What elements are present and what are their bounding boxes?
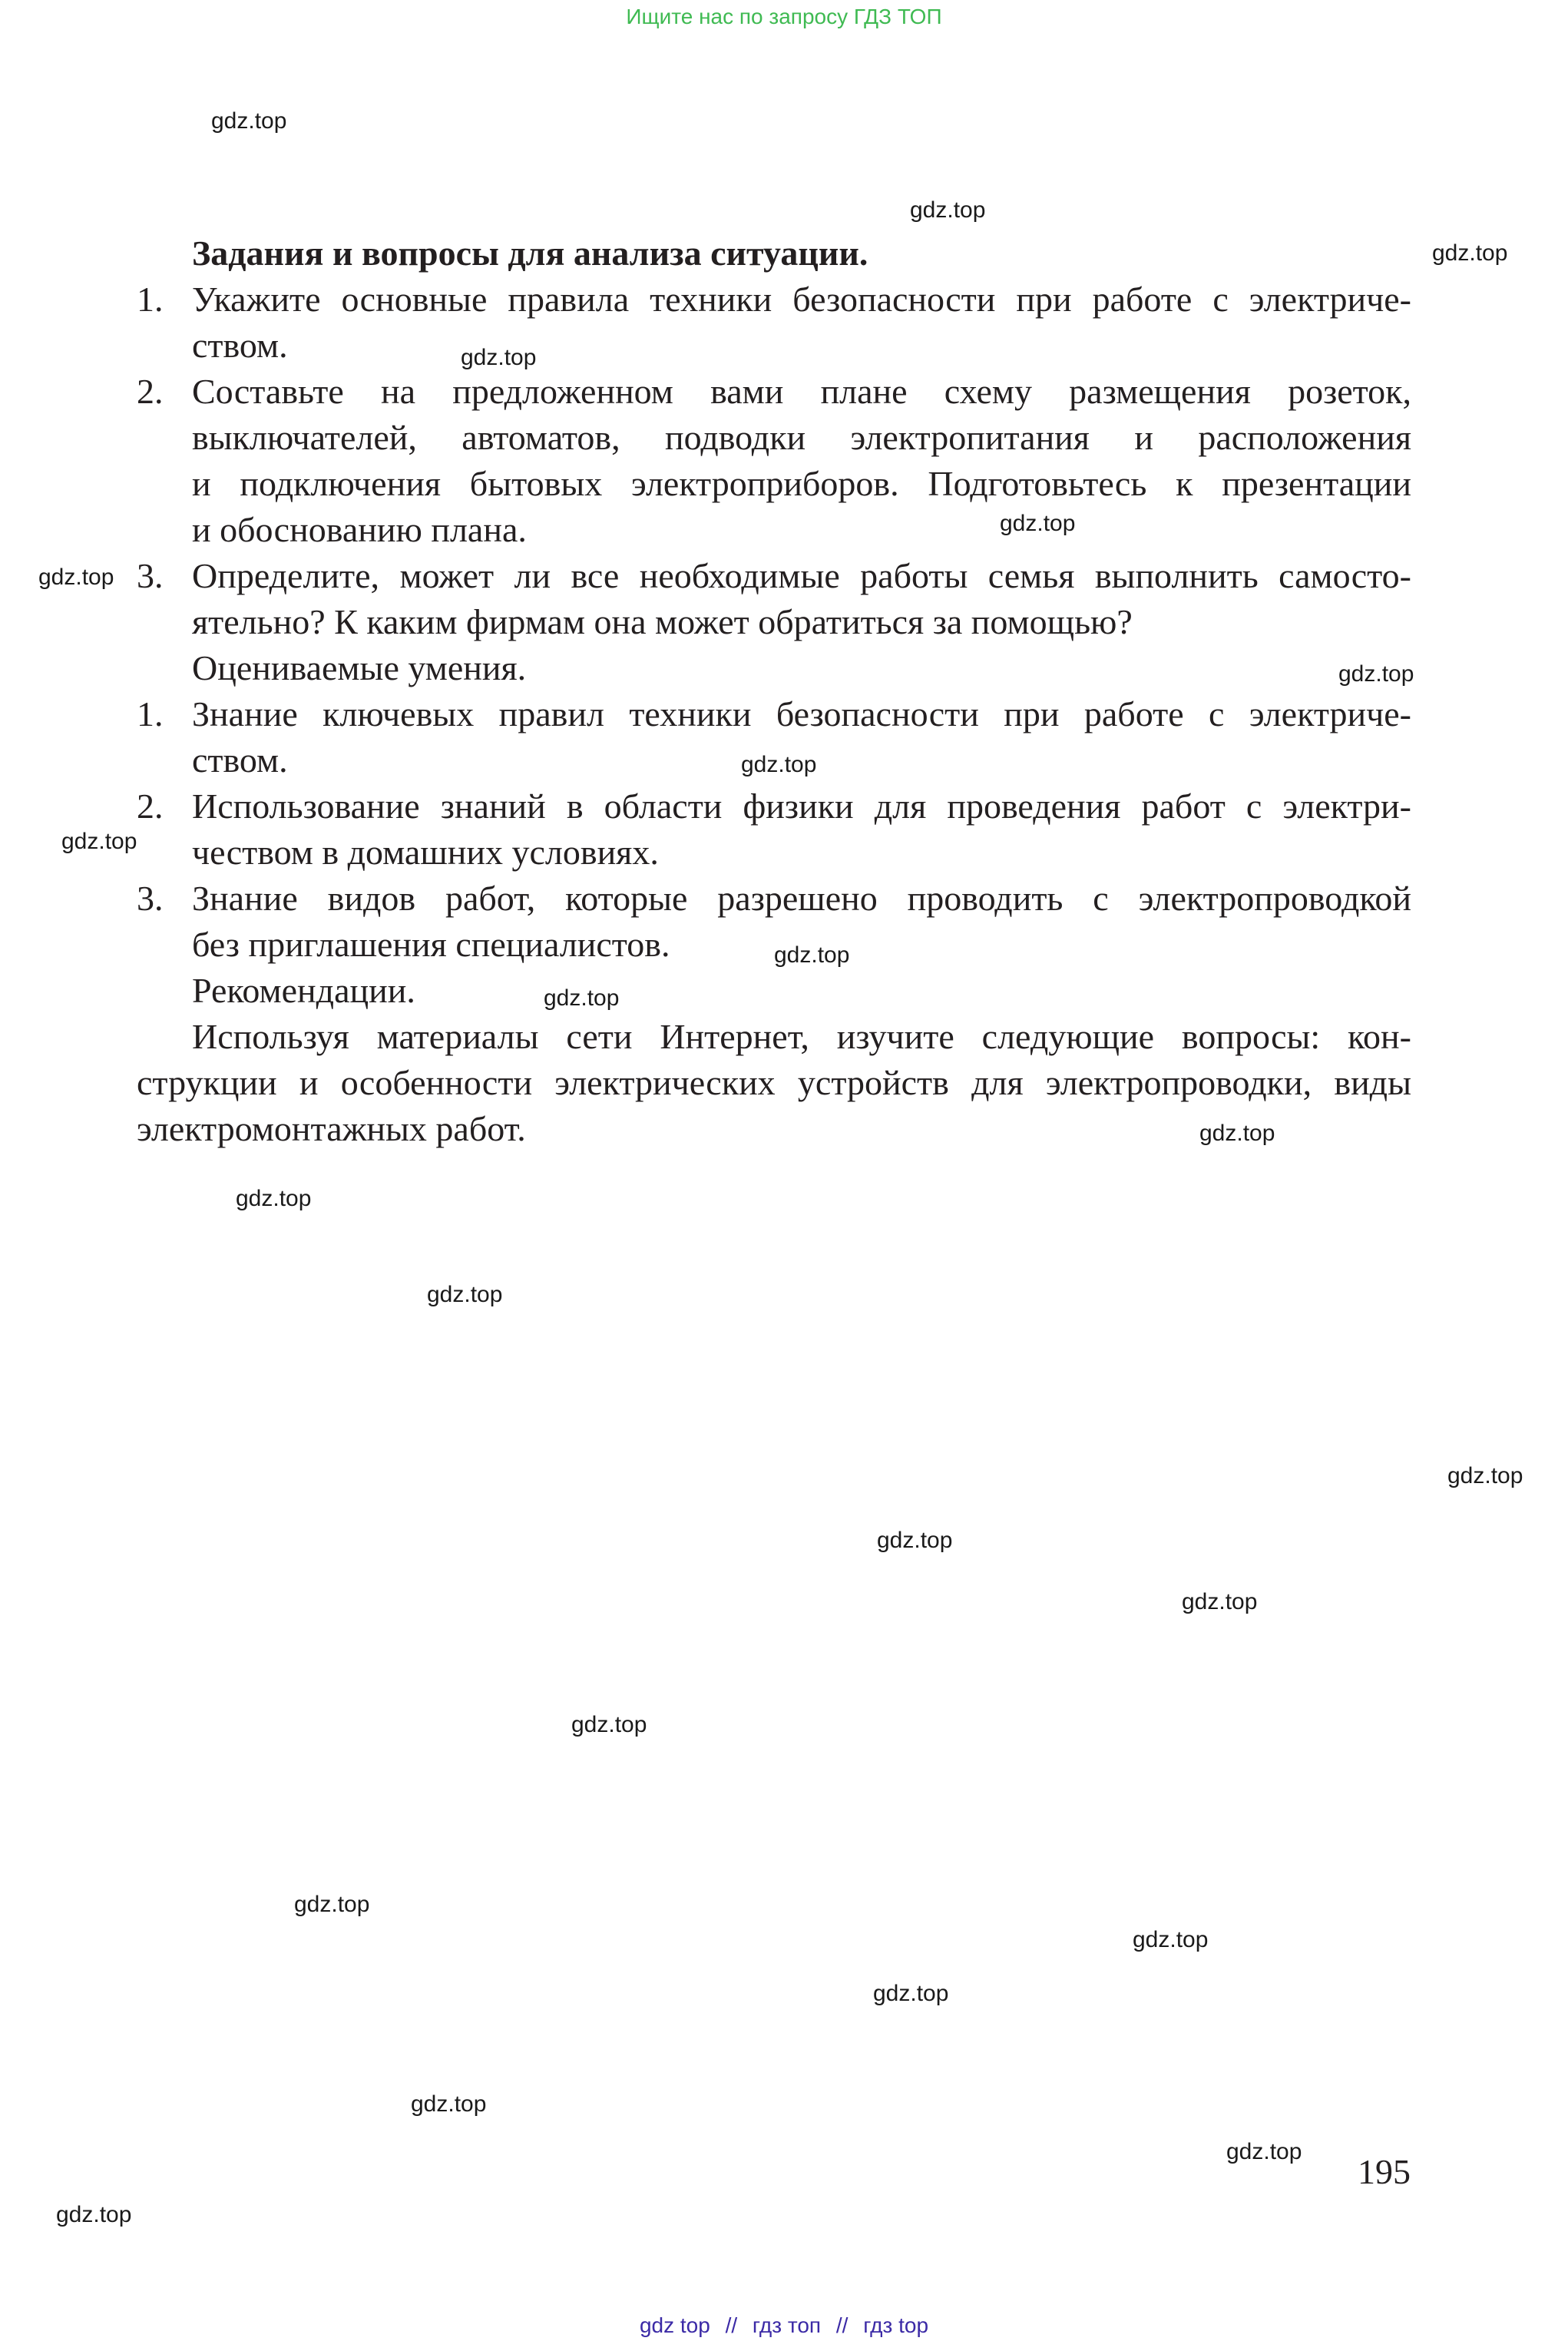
task-2-line-1: Составьте на предложенном вами плане схему размещения розеток, <box>192 372 1411 411</box>
skill-1-line-2: ством. <box>192 740 288 780</box>
watermark: gdz.top <box>873 1981 949 2006</box>
section-heading: Задания и вопросы для анализа ситуации. <box>192 233 868 273</box>
skills-heading: Оцениваемые умения. <box>192 648 527 687</box>
watermark: gdz.top <box>1199 1121 1275 1146</box>
watermark: gdz.top <box>38 565 114 590</box>
footer-links <box>0 2312 1568 2339</box>
skill-1-line-1: Знание ключевых правил техники безопасности при работе с электриче- <box>192 694 1411 733</box>
top-banner: Ищите нас по запросу ГДЗ ТОП <box>626 5 942 28</box>
watermark: gdz.top <box>427 1282 503 1307</box>
watermark: gdz.top <box>774 942 850 968</box>
watermark: gdz.top <box>1133 1927 1209 1952</box>
footer-link-2[interactable]: гдз топ <box>752 2313 822 2337</box>
watermark: gdz.top <box>56 2202 132 2227</box>
watermark: gdz.top <box>294 1892 370 1917</box>
watermark: gdz.top <box>1000 511 1076 536</box>
footer-link-3[interactable]: гдз top <box>863 2313 929 2337</box>
watermark: gdz.top <box>741 752 817 777</box>
watermark: gdz.top <box>411 2091 487 2117</box>
footer-separator: // <box>725 2313 738 2337</box>
skill-2-number: 2. <box>137 786 164 826</box>
skill-1-number: 1. <box>137 694 164 733</box>
recommendations-line-1: Используя материалы сети Интернет, изучите следующие вопросы: кон- <box>192 1017 1411 1056</box>
watermark: gdz.top <box>236 1186 312 1211</box>
skill-2-line-2: чеством в домашних условиях. <box>192 833 659 872</box>
task-3-line-2: ятельно? К каким фирмам она может обратиться за помощью? <box>192 602 1133 641</box>
skill-3-line-1: Знание видов работ, которые разрешено проводить с электропроводкой <box>192 879 1411 918</box>
page-number: 195 <box>1358 2152 1411 2191</box>
watermark: gdz.top <box>1432 240 1508 266</box>
skill-3-line-2: без приглашения специалистов. <box>192 925 670 964</box>
watermark: gdz.top <box>211 108 287 134</box>
task-1-line-2: ством. <box>192 326 288 365</box>
task-3-line-1: Определите, может ли все необходимые работы семья выполнить самосто- <box>192 556 1411 595</box>
watermark: gdz.top <box>1447 1463 1523 1488</box>
watermark: gdz.top <box>877 1528 953 1553</box>
footer-separator: // <box>835 2313 849 2337</box>
task-2-line-4: и обоснованию плана. <box>192 510 527 549</box>
watermark: gdz.top <box>1338 661 1414 687</box>
watermark: gdz.top <box>1182 1589 1258 1614</box>
watermark: gdz.top <box>1226 2139 1302 2164</box>
footer-link-1[interactable]: gdz top <box>639 2313 710 2337</box>
watermark: gdz.top <box>571 1712 647 1737</box>
task-3-number: 3. <box>137 556 164 595</box>
skill-3-number: 3. <box>137 879 164 918</box>
task-2-line-2: выключателей, автоматов, подводки электропитания и расположения <box>192 418 1411 457</box>
recommendations-line-3: электромонтажных работ. <box>137 1109 526 1148</box>
watermark: gdz.top <box>461 345 537 370</box>
task-1-number: 1. <box>137 280 164 319</box>
watermark: gdz.top <box>544 985 620 1011</box>
watermark: gdz.top <box>910 197 986 223</box>
task-1-line-1: Укажите основные правила техники безопасности при работе с электриче- <box>192 280 1411 319</box>
watermark: gdz.top <box>61 829 137 854</box>
task-2-number: 2. <box>137 372 164 411</box>
recommendations-line-2: струкции и особенности электрических устройств для электропроводки, виды <box>137 1063 1411 1102</box>
skill-2-line-1: Использование знаний в области физики для проведения работ с электри- <box>192 786 1411 826</box>
recommendations-heading: Рекомендации. <box>192 971 415 1010</box>
task-2-line-3: и подключения бытовых электроприборов. Подготовьтесь к презентации <box>192 464 1411 503</box>
